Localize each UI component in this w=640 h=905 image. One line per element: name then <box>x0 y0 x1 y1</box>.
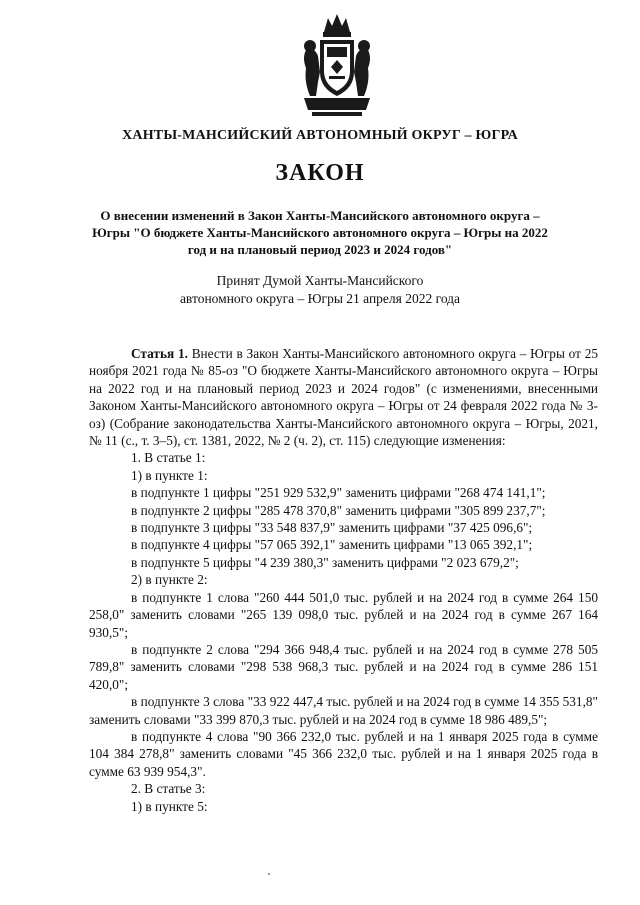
list-item: 1. В статье 1: <box>131 450 206 466</box>
list-item: в подпункте 4 цифры "57 065 392,1" заменить цифрами "13 065 392,1"; <box>131 537 533 553</box>
list-item: 2) в пункте 2: <box>131 572 208 588</box>
law-subtitle: О внесении изменений в Закон Ханты-Мансийского автономного округа – Югры "О бюджете Ханты-Мансийского автономного округа – Югры на 2022 год и на плановый период 2023 и 2024 годов" <box>92 208 548 257</box>
list-item: в подпункте 4 слова "90 366 232,0 тыс. рублей и на 1 января 2025 года в сумме 104 384 278,8" заменить словами "45 366 232,0 тыс. рублей и на 1 января 2025 года в сумме 63 939 954,3". <box>89 728 598 779</box>
coat-of-arms-icon <box>298 10 376 120</box>
list-item: в подпункте 5 цифры "4 239 380,3" заменить цифрами "2 023 679,2"; <box>131 554 519 570</box>
article-label: Статья 1. <box>131 346 188 361</box>
adoption-note <box>150 272 490 308</box>
list-item: в подпункте 3 слова "33 922 447,4 тыс. рублей и на 2024 год в сумме 14 355 531,8" заменить словами "33 399 870,3 тыс. рублей и на 2024 год в сумме 18 986 489,5"; <box>89 694 598 727</box>
list-item: в подпункте 2 цифры "285 478 370,8" заменить цифрами "305 899 237,7"; <box>131 502 546 518</box>
list-item: в подпункте 3 цифры "33 548 837,9" заменить цифрами "37 425 096,6"; <box>131 520 533 536</box>
list-item: в подпункте 1 слова "260 444 501,0 тыс. рублей и на 2024 год в сумме 264 150 258,0" заменить словами "265 139 098,0 тыс. рублей и на 2024 год в сумме 267 164 930,5"; <box>89 589 598 640</box>
article-text: Внести в Закон Ханты-Мансийского автономного округа – Югры от 25 ноября 2021 года № 85-оз "О бюджете Ханты-Мансийского автономного округа – Югры на 2022 год и на плановый период 2023 и 2024 годов" (с изменениями, внесенными Законом Ханты-Мансийского автономного округа – Югры от 24 февраля 2022 года № 3-оз) (Собрание законодательства Ханты-Мансийского автономного округа – Югры, 2021, № 11 (с., т. 3–5), ст. 1381, 2022, № 2 (ч. 2), ст. 115) следующие изменения: <box>89 346 598 449</box>
law-body <box>89 345 598 815</box>
list-item: 2. В статье 3: <box>131 781 206 797</box>
article-1-paragraph <box>89 345 598 449</box>
list-item: в подпункте 1 цифры "251 929 532,9" заменить цифрами "268 474 141,1"; <box>131 485 546 501</box>
list-item: 1) в пункте 1: <box>131 467 208 483</box>
list-item: в подпункте 2 слова "294 366 948,4 тыс. рублей и на 2024 год в сумме 278 505 789,8" заменить словами "298 538 968,3 тыс. рублей и на 2024 год в сумме 286 151 420,0"; <box>89 641 598 692</box>
adoption-line-2: автономного округа – Югры 21 апреля 2022 года <box>179 291 461 306</box>
scan-speck <box>268 873 270 875</box>
region-title: ХАНТЫ-МАНСИЙСКИЙ АВТОНОМНЫЙ ОКРУГ – ЮГРА <box>122 128 518 143</box>
law-title: ЗАКОН <box>275 160 365 186</box>
list-item: 1) в пункте 5: <box>131 798 208 814</box>
adoption-line-1: Принят Думой Ханты-Мансийского <box>216 273 424 288</box>
